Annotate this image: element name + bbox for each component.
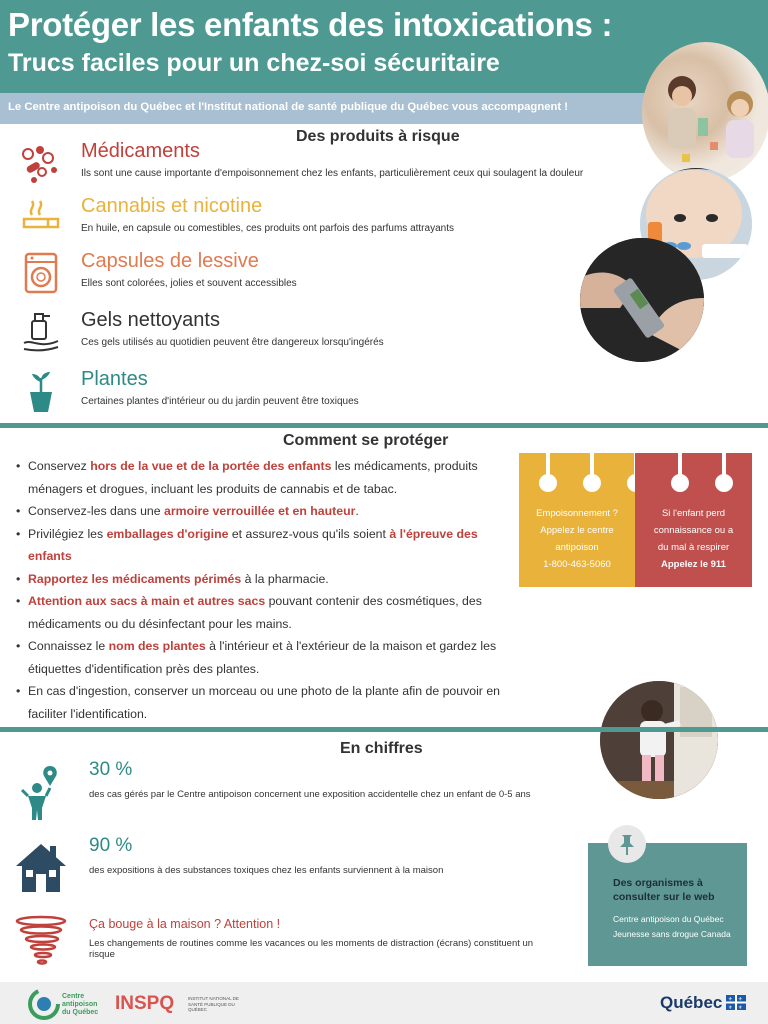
- risk-item-medications: [0, 140, 640, 196]
- pin-icon: [608, 825, 646, 863]
- poison-phone: 1-800-463-5060: [543, 559, 611, 570]
- svg-text:⚜: ⚜: [728, 996, 733, 1003]
- stat-value: Ça bouge à la maison ? Attention !: [89, 917, 281, 931]
- emergency-action: Appelez le 911: [661, 559, 726, 570]
- stat-desc: des expositions à des substances toxiques chez les enfants surviennent à la maison: [89, 865, 444, 876]
- quebec-logo: Québec: [660, 993, 723, 1012]
- page-subtitle: Trucs faciles pour un chez-soi sécuritaire: [8, 49, 500, 77]
- emergency-line3: du mal à respirer: [657, 542, 730, 553]
- tagline: Le Centre antipoison du Québec et l'Institut national de santé publique du Québec vous accompagnent !: [8, 101, 569, 113]
- risk-title: Cannabis et nicotine: [81, 195, 263, 217]
- pills-icon: [18, 140, 64, 186]
- children-playing-photo: [642, 42, 768, 182]
- footer: [0, 982, 768, 1024]
- emergency-line1: Si l'enfant perd: [661, 508, 726, 519]
- poison-line1: Empoisonnement ?: [536, 508, 618, 519]
- risk-desc: Certaines plantes d'intérieur ou du jardin peuvent être toxiques: [81, 396, 359, 407]
- protect-section-title: Comment se protéger: [283, 432, 449, 449]
- protect-item: • Connaissez le nom des plantes à l'intérieur et à l'extérieur de la maison et gardez les étiquettes d'identification près des plantes.: [16, 635, 516, 680]
- emergency-line2: connaissance ou a: [653, 525, 734, 536]
- poison-line2: Appelez le centre: [540, 525, 614, 536]
- stat-value: 30 %: [89, 759, 133, 780]
- child-cabinet-photo: [600, 681, 718, 799]
- org-link-antipoison[interactable]: Centre antipoison du Québec: [613, 914, 724, 924]
- emergency-box: [635, 453, 752, 587]
- stat-desc: des cas gérés par le Centre antipoison concernent une exposition accidentelle chez un enfant de 0-5 ans: [89, 789, 531, 800]
- risk-desc: Ces gels utilisés au quotidien peuvent être dangereux lorsqu'ingérés: [81, 337, 384, 348]
- protect-item: • En cas d'ingestion, conserver un morceau ou une photo de la plante afin de pouvoir en faciliter l'identification.: [16, 680, 516, 725]
- inspq-logo-sub: INSTITUT NATIONAL DE SANTÉ PUBLIQUE DU QUÉBEC: [188, 996, 239, 1012]
- svg-text:⚜: ⚜: [728, 1005, 733, 1010]
- vape-hands-photo: [580, 238, 704, 362]
- risks-section-title: Des produits à risque: [296, 128, 460, 145]
- protect-item: • Conservez-les dans une armoire verrouillée et en hauteur.: [16, 500, 516, 523]
- risk-title: Gels nettoyants: [81, 309, 220, 331]
- stat-value: 90 %: [89, 835, 133, 856]
- hand-sanitizer-icon: [18, 309, 64, 355]
- stats-section-title: En chiffres: [340, 740, 423, 757]
- cigarette-icon: [18, 195, 64, 241]
- antipoison-logo-icon: [28, 988, 60, 1020]
- protect-list: [16, 455, 516, 725]
- page-title: Protéger les enfants des intoxications :: [8, 6, 613, 43]
- plant-icon: [18, 368, 64, 414]
- svg-text:⚜: ⚜: [738, 1005, 743, 1010]
- org-link-jeunesse[interactable]: Jeunesse sans drogue Canada: [613, 929, 731, 939]
- risk-title: Plantes: [81, 368, 148, 390]
- svg-text:⚜: ⚜: [738, 996, 743, 1003]
- risk-item-gels: [0, 309, 640, 365]
- section-divider: [0, 727, 768, 732]
- section-divider: [0, 423, 768, 428]
- stat-desc: Les changements de routines comme les vacances ou les moments de distraction (écrans) constituent un risque: [89, 938, 534, 960]
- protect-item: • Privilégiez les emballages d'origine et assurez-vous qu'ils soient à l'épreuve des enfants: [16, 523, 516, 568]
- antipoison-logo-text: Centre antipoison du Québec: [62, 993, 99, 1016]
- quebec-flag-icon: [726, 995, 746, 1010]
- house-icon: [14, 840, 68, 894]
- protect-item: • Conservez hors de la vue et de la portée des enfants les médicaments, produits ménagers et drogues, incluant les produits de cannabis et de tabac.: [16, 455, 516, 500]
- inspq-logo: INSPQ: [115, 993, 175, 1014]
- risk-title: Capsules de lessive: [81, 250, 259, 272]
- poison-line3: antipoison: [555, 542, 599, 553]
- risk-title: Médicaments: [81, 140, 200, 162]
- washing-machine-icon: [18, 250, 64, 296]
- risk-desc: Elles sont colorées, jolies et souvent accessibles: [81, 278, 297, 289]
- protect-item: • Rapportez les médicaments périmés à la pharmacie.: [16, 568, 516, 591]
- risk-desc: Ils sont une cause importante d'empoisonnement chez les enfants, particulièrement ceux qui soulagent la douleur: [81, 168, 584, 179]
- poison-center-box: [519, 453, 635, 587]
- child-location-icon: [20, 764, 60, 822]
- tornado-icon: [14, 915, 68, 969]
- risk-item-plants: [0, 368, 640, 424]
- organizations-title: Des organismes à consulter sur le web: [613, 877, 715, 903]
- risk-desc: En huile, en capsule ou comestibles, ces produits ont parfois des parfums attrayants: [81, 223, 454, 234]
- risk-item-laundry: [0, 250, 640, 306]
- risk-item-cannabis: [0, 195, 640, 251]
- organizations-box: [588, 843, 747, 966]
- protect-item: • Attention aux sacs à main et autres sacs pouvant contenir des cosmétiques, des médicaments ou du désinfectant pour les mains.: [16, 590, 516, 635]
